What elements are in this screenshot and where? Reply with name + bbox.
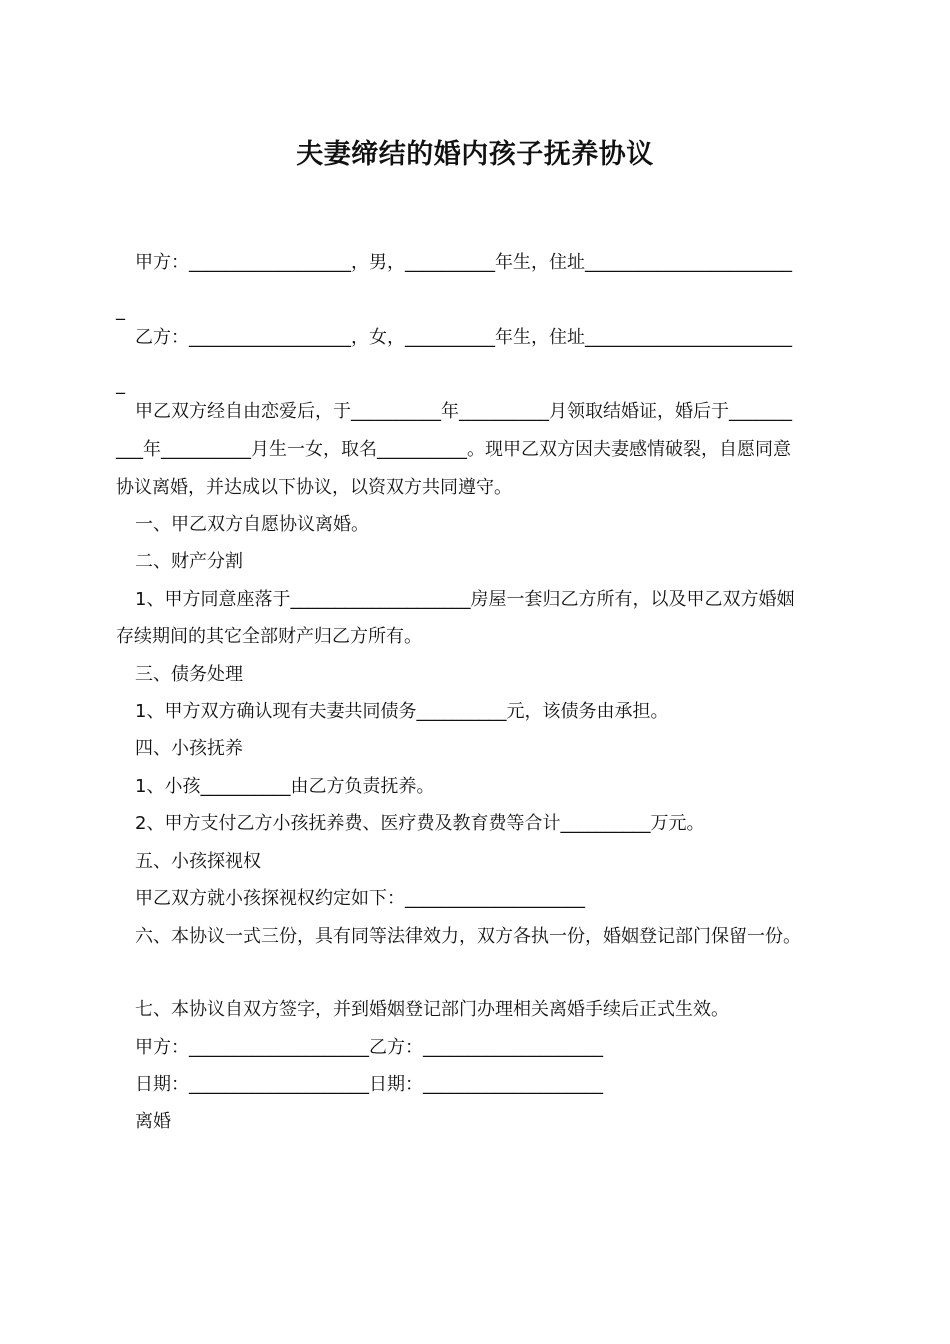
clause-4-item-2: 2、甲方支付乙方小孩抚养费、医疗费及教育费等合计__________万元。 [135, 813, 705, 834]
clause-5-content: 甲乙双方就小孩探视权约定如下：____________________ [135, 888, 585, 909]
document-title: 夫妻缔结的婚内孩子抚养协议 [296, 139, 654, 170]
clause-3-item-1: 1、甲方双方确认现有夫妻共同债务__________元，该债务由承担。 [135, 701, 669, 722]
clause-4-item-1: 1、小孩__________由乙方负责抚养。 [135, 776, 435, 797]
clause-2-item-1: 1、甲方同意座落于____________________房屋一套归乙方所有，以及甲乙双方婚姻 [135, 589, 795, 610]
clause-7: 七、本协议自双方签字，并到婚姻登记部门办理相关离婚手续后正式生效。 [135, 999, 729, 1020]
clause-5-heading: 五、小孩探视权 [135, 851, 261, 872]
paragraph-intro-2: ___年__________月生一女，取名__________。现甲乙双方因夫妻感情破裂，自愿同意 [116, 439, 791, 460]
paragraph-intro-3: 协议离婚，并达成以下协议，以资双方共同遵守。 [116, 477, 512, 498]
footer-label: 离婚 [135, 1111, 171, 1132]
party-b-line-overflow: _ [116, 374, 125, 395]
party-a-line-overflow: _ [116, 300, 125, 321]
clause-6: 六、本协议一式三份，具有同等法律效力，双方各执一份，婚姻登记部门保留一份。 [135, 926, 801, 947]
clause-4-heading: 四、小孩抚养 [135, 738, 243, 759]
clause-3-heading: 三、债务处理 [135, 664, 243, 685]
clause-1: 一、甲乙双方自愿协议离婚。 [135, 514, 369, 535]
clause-2-heading: 二、财产分割 [135, 551, 243, 572]
party-b-line: 乙方：__________________，女，__________年生，住址_______________________ [135, 327, 792, 348]
date-line: 日期：____________________日期：____________________ [135, 1074, 603, 1095]
paragraph-intro-1: 甲乙双方经自由恋爱后，于__________年__________月领取结婚证，婚后于_______ [135, 401, 792, 422]
clause-2-item-1-cont: 存续期间的其它全部财产归乙方所有。 [116, 626, 422, 647]
party-a-line: 甲方：__________________，男，__________年生，住址_______________________ [135, 252, 792, 273]
signature-line: 甲方：____________________乙方：____________________ [135, 1037, 603, 1058]
